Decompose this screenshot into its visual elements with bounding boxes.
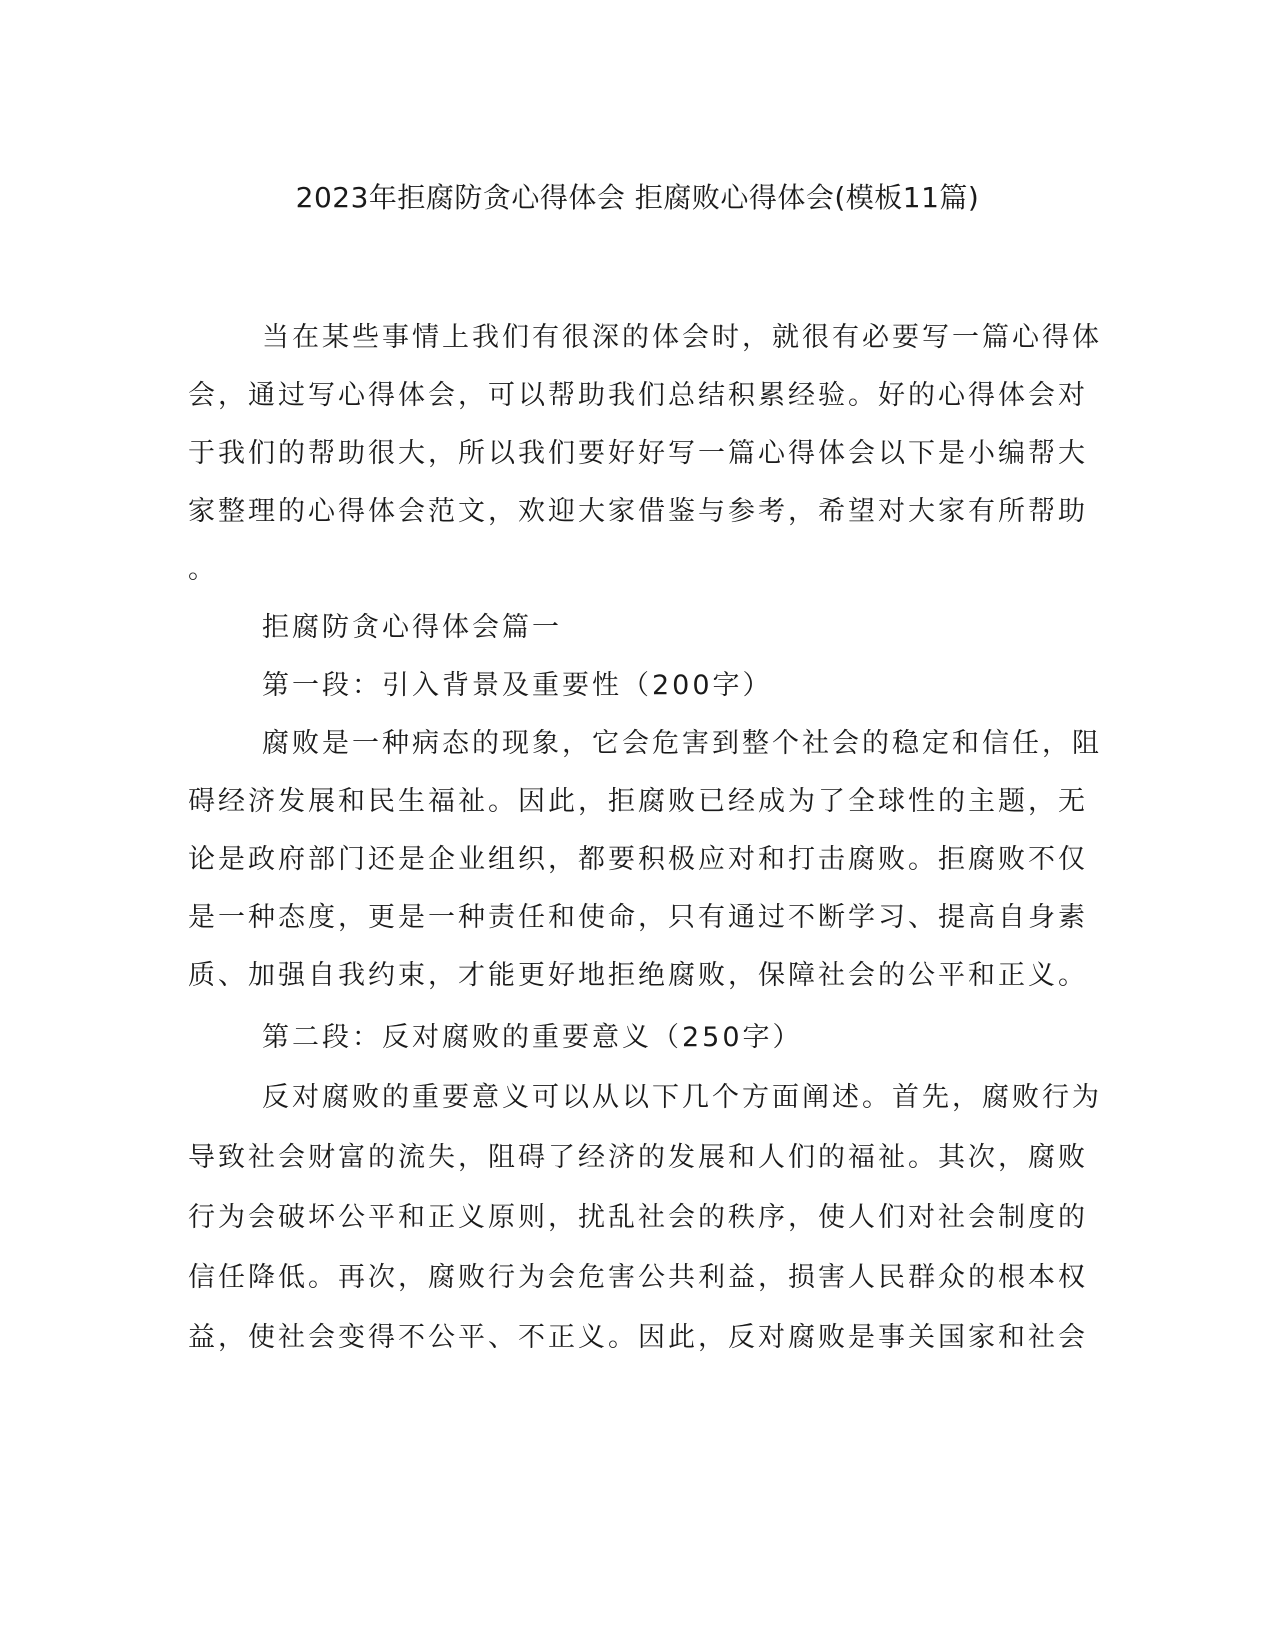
paragraph-1-line-5: 质、加强自我约束，才能更好地拒绝腐败，保障社会的公平和正义。 — [188, 960, 1088, 991]
paragraph-1-line-4: 是一种态度，更是一种责任和使命，只有通过不断学习、提高自身素 — [188, 902, 1088, 933]
intro-line-2: 会，通过写心得体会，可以帮助我们总结积累经验。好的心得体会对 — [188, 380, 1088, 411]
paragraph-1-line-1: 腐败是一种病态的现象，它会危害到整个社会的稳定和信任，阻 — [262, 728, 1102, 759]
subheading-1: 第一段：引入背景及重要性（200字） — [262, 670, 773, 701]
paragraph-2-line-2: 导致社会财富的流失，阻碍了经济的发展和人们的福祉。其次，腐败 — [188, 1142, 1088, 1173]
paragraph-1-line-2: 碍经济发展和民生福祉。因此，拒腐败已经成为了全球性的主题，无 — [188, 786, 1088, 817]
paragraph-2-line-5: 益，使社会变得不公平、不正义。因此，反对腐败是事关国家和社会 — [188, 1322, 1088, 1353]
subheading-2: 第二段：反对腐败的重要意义（250字） — [262, 1022, 803, 1053]
section-heading: 拒腐防贪心得体会篇一 — [262, 612, 562, 643]
intro-line-5: 。 — [188, 554, 218, 585]
paragraph-1-line-3: 论是政府部门还是企业组织，都要积极应对和打击腐败。拒腐败不仅 — [188, 844, 1088, 875]
intro-line-1: 当在某些事情上我们有很深的体会时，就很有必要写一篇心得体 — [262, 322, 1102, 353]
intro-line-3: 于我们的帮助很大，所以我们要好好写一篇心得体会以下是小编帮大 — [188, 438, 1088, 469]
paragraph-2-line-4: 信任降低。再次，腐败行为会危害公共利益，损害人民群众的根本权 — [188, 1262, 1088, 1293]
document-title: 2023年拒腐防贪心得体会 拒腐败心得体会(模板11篇) — [295, 181, 980, 214]
intro-line-4: 家整理的心得体会范文，欢迎大家借鉴与参考，希望对大家有所帮助 — [188, 496, 1088, 527]
paragraph-2-line-3: 行为会破坏公平和正义原则，扰乱社会的秩序，使人们对社会制度的 — [188, 1202, 1088, 1233]
paragraph-2-line-1: 反对腐败的重要意义可以从以下几个方面阐述。首先，腐败行为 — [262, 1082, 1102, 1113]
